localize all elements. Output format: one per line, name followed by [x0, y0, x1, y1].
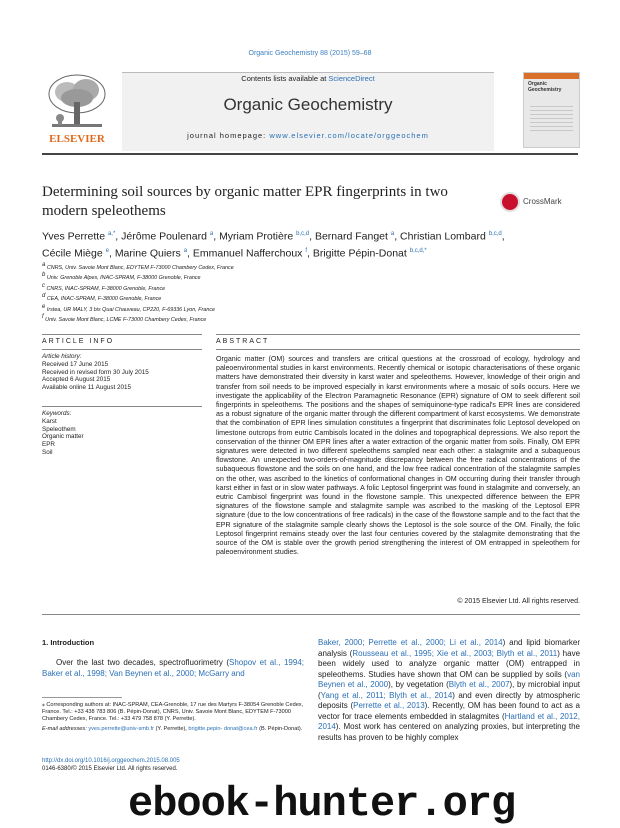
affiliation-item: $^a$ CNRS, Univ. Savoie Mont Blanc, EDYTEM F-73000 Chambery Cedex, France — [42, 262, 234, 271]
history-label: Article history: — [42, 353, 82, 360]
contents-line — [122, 74, 494, 83]
author-affil-link[interactable]: a,* — [107, 231, 116, 237]
abstract-rule — [216, 349, 580, 350]
homepage-link[interactable]: www.elsevier.com/locate/orggeochem — [269, 131, 429, 140]
keyword-item: Speleothem — [42, 425, 76, 433]
homepage-prefix: journal homepage: — [187, 131, 270, 140]
keywords-block — [42, 410, 202, 457]
author-affil-link[interactable]: a — [209, 231, 214, 237]
intro-heading: 1. Introduction — [42, 638, 95, 647]
abstract-copyright: © 2015 Elsevier Ltd. All rights reserved. — [457, 598, 580, 605]
abstract-heading: ABSTRACT — [216, 338, 270, 345]
sciencedirect-link[interactable]: ScienceDirect — [328, 74, 375, 83]
publisher-logo-text: ELSEVIER — [49, 133, 105, 145]
page-footer — [42, 757, 304, 773]
author-name: Christian Lombard — [400, 230, 486, 243]
citation-link[interactable]: Rousseau et al., 1995; Xie et al., 2003; Blyth et al., 2011 — [352, 648, 558, 658]
history-item: Available online 11 August 2015 — [42, 384, 132, 392]
affiliation-item: $^b$ Univ. Grenoble Alpes, INAC-SPRAM, F-38000 Grenoble, France — [42, 272, 201, 282]
cover-title: Organic Geochemistry — [528, 81, 562, 93]
abstract-text: Organic matter (OM) sources and transfers are critical questions at the crossroad of ecology, hydrology and paleoenvironmental studies in karst environments. Recently chemical or isotopic characterisations of these organic matters have demonstrated their diversity in karst water and speleothems. However, knowledge of their origin and transfer from soil needs to be improved especially in karst environments where a mosaic of soils occurs. Here we investigate the applicability of the Electron Paramagnetic Resonance (EPR) signature of OM to seek different soil fingerprints in speleothems. The positions and the shapes of semiquinone-type radical's EPR lines are considered as a robust signature of the organic matter through the different compartment of karst ecosystems. We demonstrate that the combination of EPR lines simulation constitutes a fingerprint that discriminates folic Leptosol developed on limestone outcrops from eutric Cambisols located in the dolines and topographical depressions. We also report the conservation of the thinner OM EPR lines after a water extraction of the organic matter from soils. Finally, OM EPR signatures were detected in two different speleothems sampled near each other: a stalagmite and a subaqueous flowstone. An unexpected two-orders-of-magnitude discrepancy between the free radical concentrations of the subaqueous flowstone and the soils on one hand, and the low free radical concentration of the stalagmite samples on the other, was ascribed to the kinetics of conformational changes in OM occurring during their transfer through karst either in fast or in slow water pathways. A folic Leptosol fingerprint was found in stalagmite and conversely, an eutric Cambisol fingerprint was found in the flowstone sample. This unexpected difference between the EPR signatures of the flowstone sample and stalagmite sample was ascribed to the masking of the Leptosol EPR signature (due to the low concentrations of free radicals) in the case of the flowstone sample and to the fact that the EPR signature of the stalagmite sample clearly shows the Leptosol is the sole source of the OM. Finally, the folic Leptosol fingerprint remains steady over the last four centuries covered by the stalagmite demonstrating that the source of the OM is stable over the growth period strengthening the interest of OM entrapped in speleothem for paleoenvironment studies. — [216, 355, 580, 557]
journal-title: Organic Geochemistry — [223, 95, 393, 114]
contents-prefix: Contents lists available at — [241, 74, 329, 83]
author-affil-link[interactable]: f — [305, 247, 307, 254]
affiliation-item: $^f$ Univ. Savoie Mont Blanc, LCME F-73000 Chambery Cedex, France — [42, 313, 207, 323]
author-name: Cécile Miège — [42, 247, 103, 259]
intro-right-column: Baker, 2000; Perrette et al., 2000; Li et al., 2014) and lipid biomarker analysis (Rousseau et al., 1995; Xie et al., 2003; Blyth et al., 2011) have been widely used to analyze organic matter (OM) entrapped in speleothems. Studies have shown that OM can be supplied by soils (van Beynen et al., 2000), by vegetation (Blyth et al., 2007), by microbial input (Yang et al., 2011; Blyth et al., 2014) and even directly by atmospheric deposits (Perrette et al., 2013). Recently, OM has been found to act as a vector for trace elements embedded in stalagmites (Hartland et al., 2012, 2014). Most work has centered on analyzing proxies, but interpreting the results has proven to be highly complex — [318, 638, 581, 742]
author-name: Emmanuel Nafferchoux — [192, 247, 303, 259]
author-name: Marine Quiers — [114, 247, 181, 259]
intro-left-column: Over the last two decades, spectrofluorimetry (Shopov et al., 1994; Baker et al., 1998; Van Beynen et al., 2000; McGarry and — [42, 658, 304, 678]
journal-homepage — [122, 131, 494, 140]
email-link[interactable]: yves.perrette@univ-smb.fr — [88, 725, 155, 732]
citation-link[interactable]: Shopov et al., 1994; Baker et al., 1998; Van Beynen et al., 2000; McGarry and — [42, 658, 304, 678]
author-name: Bernard Fanget — [314, 230, 388, 243]
keywords-label: Keywords: — [42, 410, 72, 417]
history-item: Received 17 June 2015 — [42, 360, 109, 368]
header-divider — [42, 153, 578, 155]
cover-band — [524, 73, 579, 79]
article-info-rule-top — [42, 334, 202, 335]
cover-text-lines — [530, 103, 573, 133]
watermark-text: ebook-hunter.org — [128, 780, 516, 828]
crossmark-label: CrossMark — [523, 197, 562, 206]
article-info-rule — [42, 349, 202, 350]
author-affil-link[interactable]: a — [183, 247, 188, 254]
author-affil-link[interactable]: e — [105, 247, 109, 254]
affiliation-item: $^c$ CNRS, INAC-SPRAM, F-38000 Grenoble, France — [42, 282, 166, 292]
author-affil-link[interactable]: b,c,d — [296, 231, 310, 237]
affiliation-item: $^d$ CEA, INAC-SPRAM, F-38000 Grenoble, France — [42, 293, 162, 302]
author-name: Brigitte Pépin-Donat — [312, 247, 407, 259]
keywords-rule — [42, 406, 202, 407]
citation-link[interactable]: Baker, 2000; Perrette et al., 2000; Li et al., 2014 — [318, 638, 503, 647]
doi-link[interactable]: http://dx.doi.org/10.1016/j.orggeochem.2015.08.005 — [42, 758, 180, 764]
abstract-rule-bottom — [42, 614, 580, 615]
issn-line: 0146-6380/© 2015 Elsevier Ltd. All rights reserved. — [42, 766, 178, 772]
author-name: Yves Perrette — [42, 230, 106, 243]
author-affil-link[interactable]: b,c,d,* — [409, 247, 427, 254]
article-info-heading: ARTICLE INFO — [42, 338, 115, 345]
author-affil-link[interactable]: b,c,d — [488, 231, 502, 237]
citation-link[interactable]: Hartland et al., 2012, 2014 — [318, 711, 580, 731]
author-name: Myriam Protière — [219, 230, 294, 243]
citation-link[interactable]: Blyth et al., 2007 — [448, 680, 510, 689]
keyword-item: Karst — [42, 417, 57, 425]
crossmark-badge[interactable] — [500, 192, 580, 214]
citation-link[interactable]: van Beynen et al., 2000 — [318, 669, 580, 689]
keyword-item: Organic matter — [42, 433, 84, 441]
email-note: E-mail addresses: yves.perrette@univ-smb.fr (Y. Perrette), brigitte.pepin- donat@cea.fr (B. Pépin-Donat). — [42, 725, 303, 732]
footnotes — [42, 702, 304, 733]
article-title: Determining soil sources by organic matter EPR fingerprints in two modern speleothems — [42, 184, 448, 219]
author-affil-link[interactable]: a — [390, 231, 395, 237]
footnote-rule — [42, 697, 122, 698]
keyword-item: EPR — [42, 441, 55, 449]
history-item: Received in revised form 30 July 2015 — [42, 368, 149, 376]
affiliation-list — [42, 262, 582, 324]
abstract-rule-top — [216, 334, 580, 335]
article-history — [42, 353, 202, 392]
author-name: Jérôme Poulenard — [121, 230, 207, 243]
corresponding-author-note: ⁎ Corresponding authors at: INAC-SPRAM, CEA-Grenoble, 17 rue des Martyrs F-38054 Grenoble Cedex, France. Tel.: +33 438 783 806 (B. Pépin-Donat), CNRS, Univ. Savoie Mont Blanc, EDYTEM F-73000 Chambery Cedex, France. Tel.: +33 479 758 878 (Y. Perrette). — [42, 702, 304, 723]
affiliation-item: $^e$ Irstea, UR MALY, 3 bis Quai Chauveau, CP220, F-69336 Lyon, France — [42, 303, 216, 313]
journal-cover-thumbnail — [523, 72, 580, 148]
email-link[interactable]: brigitte.pepin- donat@cea.fr — [188, 725, 258, 732]
citation-link[interactable]: Perrette et al., 2013 — [353, 701, 425, 710]
author-list: Yves Perrette $^{a,*}$, Jérôme Poulenard $^a$, Myriam Protière $^{b,c,d}$, Bernard Fanget $^a$, Christian Lombard $^{b,c,d}$, Cécile Miège $^e$, Marine Quiers $^a$, Emmanuel Nafferchoux $^f$, Brigitte Pépin-Donat $^{b,c,d,*}$ — [42, 230, 505, 259]
citation-link[interactable]: Yang et al., 2011; Blyth et al., 2014 — [320, 690, 453, 700]
history-item: Accepted 6 August 2015 — [42, 376, 111, 384]
keyword-item: Soil — [42, 448, 53, 456]
journal-reference[interactable]: Organic Geochemistry 88 (2015) 59–68 — [248, 50, 372, 57]
crossmark-icon — [500, 192, 520, 212]
